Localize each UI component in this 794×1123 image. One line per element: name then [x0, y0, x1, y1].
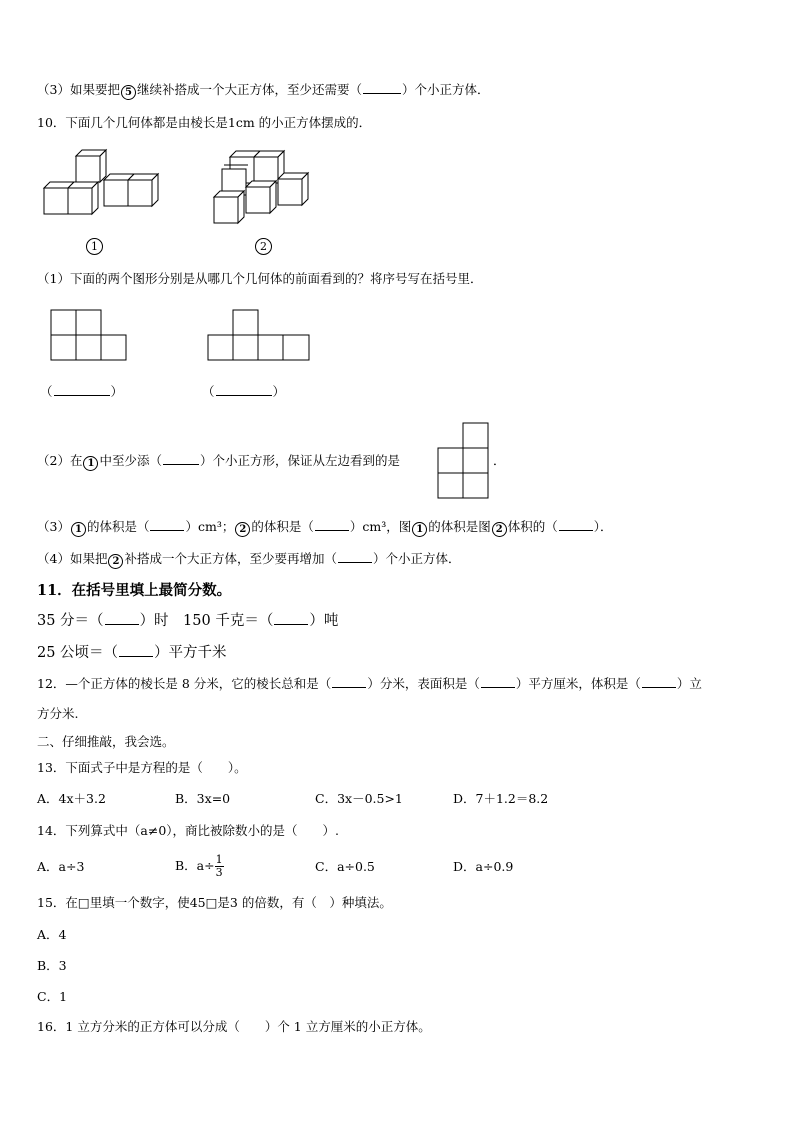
- q15-option-b[interactable]: B．3: [37, 958, 67, 973]
- answer-paren-b: （ ）: [202, 384, 286, 399]
- left-view-figure: [437, 422, 491, 500]
- answer-blank[interactable]: [119, 645, 153, 657]
- q13-option-c[interactable]: C．3x－0.5>1: [315, 791, 403, 806]
- answer-blank[interactable]: [559, 519, 593, 531]
- answer-blank[interactable]: [150, 519, 184, 531]
- circled-number-2: 2: [235, 522, 250, 537]
- q14-option-d[interactable]: D．a÷0.9: [453, 859, 514, 874]
- q15-option-a[interactable]: A．4: [37, 927, 67, 942]
- answer-blank[interactable]: [163, 453, 199, 465]
- solid-figure-2: [210, 145, 320, 225]
- q10-part4: （4）如果把 2 补搭成一个大正方体，至少要再增加（ ）个小正方体．: [37, 551, 461, 567]
- q14-option-a[interactable]: A．a÷3: [37, 859, 85, 874]
- q15-stem: 15．在□里填一个数字，使45□是3 的倍数，有（ ）种填法。: [37, 895, 392, 910]
- answer-blank[interactable]: [274, 613, 308, 625]
- answer-blank[interactable]: [216, 384, 272, 396]
- q13-option-a[interactable]: A．4x＋3.2: [37, 791, 106, 806]
- q14-option-c[interactable]: C．a÷0.5: [315, 859, 375, 874]
- q10-part2: （2）在 1 中至少添（ ）个小正方形，保证从左边看到的是: [37, 453, 400, 469]
- q9-part3: （3）如果要把 5 继续补搭成一个大正方体，至少还需要（ ）个小正方体．: [37, 82, 490, 98]
- answer-blank[interactable]: [54, 384, 110, 396]
- answer-blank[interactable]: [332, 676, 366, 688]
- answer-blank[interactable]: [315, 519, 349, 531]
- figure-label-2: 2: [255, 237, 272, 255]
- q12-line1: 12．—个正方体的棱长是 8 分米，它的棱长总和是（ ）分米，表面积是（ ）平方厘米，体积是（ ）立: [37, 676, 702, 691]
- q10-part3: （3） 1 的体积是（ ）cm³； 2 的体积是（ ）cm³，图 1 的体积是图 2 体积的（ ）．: [37, 519, 613, 535]
- section-heading: 二、仔细推敲，我会选。: [37, 734, 175, 749]
- circled-number-1: 1: [71, 522, 86, 537]
- answer-blank[interactable]: [642, 676, 676, 688]
- answer-paren-a: （ ）: [40, 384, 124, 399]
- answer-blank[interactable]: [338, 551, 372, 563]
- answer-blank[interactable]: [363, 82, 401, 94]
- circled-number-2: 2: [108, 554, 123, 569]
- circled-number-2: 2: [492, 522, 507, 537]
- q16-stem: 16．1 立方分米的正方体可以分成（ ）个 1 立方厘米的小正方体。: [37, 1019, 431, 1034]
- q13-option-d[interactable]: D．7＋1.2＝8.2: [453, 791, 549, 806]
- fraction: $\frac{1}{3}$: [215, 853, 223, 879]
- q11-stem: 11．在括号里填上最简分数。: [37, 582, 232, 599]
- solid-figure-1: [40, 148, 170, 218]
- q15-option-c[interactable]: C．1: [37, 989, 68, 1004]
- front-view-a: [50, 309, 130, 364]
- q13-option-b[interactable]: B．3x=0: [175, 791, 231, 806]
- q14-option-b[interactable]: B．a÷ $\frac{1}{3}$: [175, 853, 223, 879]
- figure-label-1: 1: [86, 237, 103, 255]
- period: ．: [493, 453, 506, 468]
- answer-blank[interactable]: [105, 613, 139, 625]
- q11-line2: 25 公顷＝（ ）平方千米: [37, 645, 227, 661]
- q10-stem: 10．下面几个几何体都是由棱长是1cm 的小正方体摆成的．: [37, 115, 372, 130]
- q10-part1: （1）下面的两个图形分别是从哪几个几何体的前面看到的？将序号写在括号里．: [37, 271, 483, 286]
- front-view-b: [207, 309, 313, 364]
- q13-stem: 13．下面式子中是方程的是（ ）。: [37, 760, 247, 775]
- circled-number-5: 5: [121, 85, 136, 100]
- q14-stem: 14．下列算式中（a≠0），商比被除数小的是（ ）.: [37, 823, 340, 838]
- answer-blank[interactable]: [481, 676, 515, 688]
- q11-line1: 35 分＝（ ）时 150 千克＝（ ）吨: [37, 613, 339, 629]
- circled-number-1: 1: [412, 522, 427, 537]
- q12-line2: 方分米.: [37, 706, 79, 721]
- circled-number-1: 1: [83, 456, 98, 471]
